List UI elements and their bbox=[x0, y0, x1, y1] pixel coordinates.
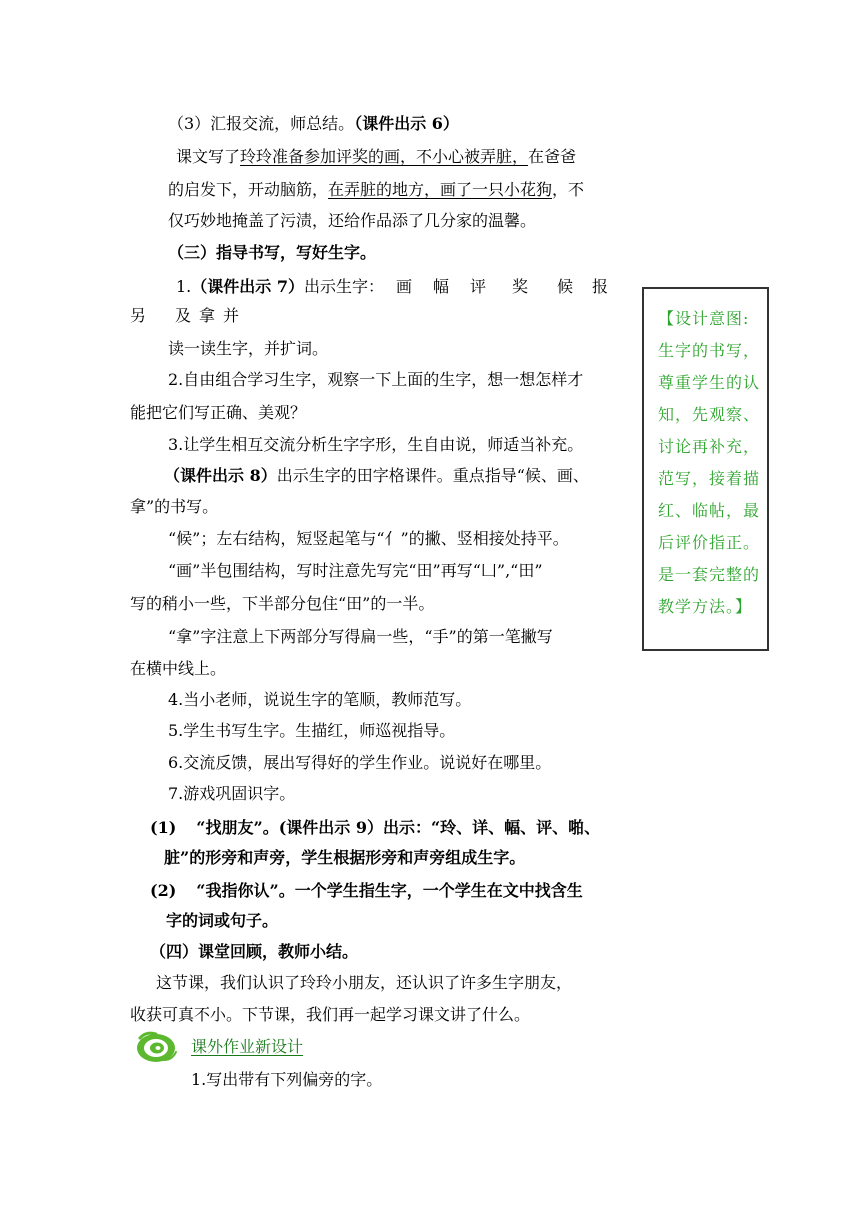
char-item: 另 bbox=[130, 306, 147, 325]
char-item: 幅 bbox=[433, 277, 450, 296]
note-line: 【设计意图: bbox=[658, 309, 750, 328]
paragraph-line: 在横中线上。 bbox=[130, 659, 227, 678]
text-run: (2) bbox=[150, 881, 177, 900]
green-swirl-icon bbox=[134, 1030, 178, 1064]
section-heading: （四）课堂回顾，教师小结。 bbox=[150, 942, 359, 961]
text-run: “找朋友”。(课件出示 9）出示：“玲、详、幅、评、啪、 bbox=[196, 818, 601, 837]
char-item: 拿 bbox=[199, 306, 216, 325]
game-item-line bbox=[150, 881, 583, 901]
paragraph-line: “画”半包围结构，写时注意先写完“田”再写“凵”,“田” bbox=[168, 561, 543, 580]
paragraph-line bbox=[164, 466, 589, 486]
new-characters-line bbox=[176, 277, 384, 297]
note-line: 是一套完整的 bbox=[658, 565, 761, 584]
char-item: 奖 bbox=[512, 277, 529, 296]
note-line: 范写，接着描 bbox=[658, 469, 761, 488]
section-heading: （三）指导书写，写好生字。 bbox=[168, 243, 377, 262]
text-run: 课文写了 bbox=[176, 147, 241, 166]
text-run: 出示生字的田字格课件。重点指导“候、画、 bbox=[276, 466, 589, 485]
paragraph-line: 脏”的形旁和声旁，学生根据形旁和声旁组成生字。 bbox=[164, 848, 526, 867]
paragraph-line: 5.学生书写生字。生描红，师巡视指导。 bbox=[168, 721, 456, 740]
homework-title: 课外作业新设计 bbox=[191, 1037, 304, 1056]
paragraph-line: 7.游戏巩固识字。 bbox=[168, 784, 296, 803]
design-intent-box bbox=[642, 287, 769, 651]
paragraph-line: 4.当小老师，说说生字的笔顺，教师范写。 bbox=[168, 690, 472, 709]
note-line: 尊重学生的认 bbox=[658, 373, 761, 392]
paragraph-line: “拿”字注意上下两部分写得扁一些，“手”的第一笔撇写 bbox=[168, 627, 553, 646]
paragraph-line: 1.写出带有下列偏旁的字。 bbox=[191, 1070, 383, 1089]
paragraph-line: 读一读生字，并扩词。 bbox=[168, 339, 329, 358]
paragraph-line: 收获可真不小。下节课，我们再一起学习课文讲了什么。 bbox=[130, 1005, 531, 1024]
char-item: 评 bbox=[470, 277, 487, 296]
paragraph-line: 仅巧妙地掩盖了污渍，还给作品添了几分家的温馨。 bbox=[168, 211, 537, 230]
paragraph-line bbox=[176, 147, 576, 167]
paragraph-line: “候”；左右结构，短竖起笔与“亻”的撇、竖相接处持平。 bbox=[168, 529, 569, 548]
paragraph-line: 6.交流反馈，展出写得好的学生作业。说说好在哪里。 bbox=[168, 753, 552, 772]
note-line: 生字的书写， bbox=[658, 341, 761, 360]
text-run: “我指你认”。一个学生指生字，一个学生在文中找含生 bbox=[196, 881, 583, 900]
char-item: 报 bbox=[592, 277, 609, 296]
text-run: （3）汇报交流，师总结。 bbox=[168, 114, 355, 133]
text-run: 的启发下，开动脑筋， bbox=[168, 180, 329, 199]
note-line: 教学方法。】 bbox=[658, 597, 753, 616]
text-run: ，不 bbox=[552, 180, 585, 199]
char-item: 并 bbox=[223, 306, 240, 325]
text-run: 在爸爸 bbox=[528, 147, 577, 166]
text-run: 出示生字： bbox=[303, 277, 384, 296]
courseware-ref: （课件出示 8） bbox=[164, 466, 277, 485]
paragraph-line: 写的稍小一些，下半部分包住“田”的一半。 bbox=[130, 594, 435, 613]
note-line: 讨论再补充， bbox=[658, 437, 761, 456]
game-item-line bbox=[150, 818, 600, 838]
paragraph-line: 3.让学生相互交流分析生字字形，生自由说，师适当补充。 bbox=[168, 435, 584, 454]
char-item: 候 bbox=[557, 277, 574, 296]
paragraph-line: 能把它们写正确、美观？ bbox=[130, 403, 307, 422]
text-run: (1) bbox=[150, 818, 177, 837]
note-line: 知，先观察、 bbox=[658, 405, 761, 424]
paragraph-line: 2.自由组合学习生字，观察一下上面的生字，想一想怎样才 bbox=[168, 370, 584, 389]
courseware-ref: （课件出示 6） bbox=[354, 114, 459, 133]
text-run: 1. bbox=[176, 277, 192, 296]
char-item: 及 bbox=[175, 306, 192, 325]
underlined-text: 在弄脏的地方，画了一只小花狗 bbox=[328, 180, 553, 199]
char-item: 画 bbox=[396, 277, 413, 296]
report-summary-line bbox=[168, 114, 459, 134]
paragraph-line: 这节课，我们认识了玲玲小朋友，还认识了许多生字朋友， bbox=[156, 973, 573, 992]
underlined-text: 玲玲准备参加评奖的画，不小心被弄脏， bbox=[240, 147, 529, 166]
paragraph-line bbox=[168, 180, 584, 200]
paragraph-line: 字的词或句子。 bbox=[166, 911, 279, 930]
note-line: 红、临帖，最 bbox=[658, 501, 761, 520]
courseware-ref: （课件出示 7） bbox=[191, 277, 304, 296]
note-line: 后评价指正。 bbox=[658, 533, 761, 552]
paragraph-line: 拿”的书写。 bbox=[130, 497, 219, 516]
